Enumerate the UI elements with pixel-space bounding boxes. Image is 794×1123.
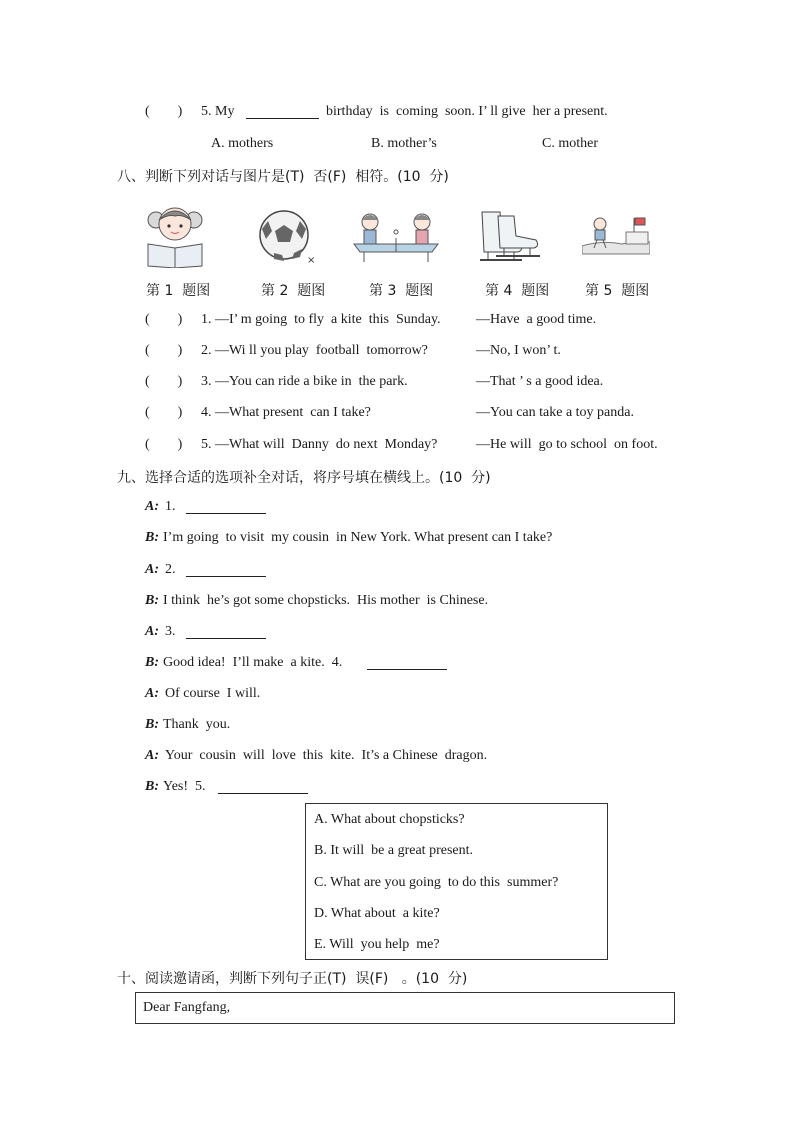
- options-box: [305, 803, 608, 960]
- answer-paren[interactable]: ( ): [145, 437, 183, 452]
- letter-greeting: Dear Fangfang,: [143, 1000, 231, 1015]
- speaker-label: B:: [145, 530, 159, 545]
- dialog-line: Thank you.: [163, 717, 231, 732]
- fill-blank[interactable]: [367, 655, 447, 670]
- dialog-line: 3.: [165, 624, 176, 639]
- fill-blank[interactable]: [246, 104, 319, 119]
- speaker-label: A:: [145, 748, 159, 763]
- answer-paren[interactable]: ( ): [145, 343, 183, 358]
- question-stem: 5. My: [201, 104, 235, 119]
- speaker-label: B:: [145, 779, 159, 794]
- speaker-label: B:: [145, 655, 159, 670]
- ice-skates-icon: [474, 206, 546, 266]
- option-item: B. It will be a great present.: [314, 843, 474, 858]
- answer-paren[interactable]: ( ): [145, 312, 183, 327]
- speaker-label: A:: [145, 624, 159, 639]
- speaker-label: A:: [145, 686, 159, 701]
- dialog-line: Good idea! I’ll make a kite. 4.: [163, 655, 343, 670]
- option-item: D. What about a kite?: [314, 906, 440, 921]
- dialog-answer: —Have a good time.: [476, 312, 597, 327]
- picture-caption: 第 3 题图: [369, 283, 434, 299]
- dialog-line: Of course I will.: [165, 686, 261, 701]
- option-item: C. What are you going to do this summer?: [314, 875, 559, 890]
- dialog-answer: —That ’ s a good idea.: [476, 374, 604, 389]
- dialog-line: Your cousin will love this kite. It’s a Chinese dragon.: [165, 748, 488, 763]
- picture-caption: 第 4 题图: [485, 283, 550, 299]
- dialog-answer: —You can take a toy panda.: [476, 405, 634, 420]
- dialog-line: I’m going to visit my cousin in New York. What present can I take?: [163, 530, 553, 545]
- section-heading: 九、选择合适的选项补全对话，将序号填在横线上。(10 分): [117, 470, 491, 486]
- dialog-question: 4. —What present can I take?: [201, 405, 371, 420]
- dialog-line: 1.: [165, 499, 176, 514]
- answer-paren[interactable]: ( ): [145, 405, 183, 420]
- picture-caption: 第 5 题图: [585, 283, 650, 299]
- football-icon: [256, 207, 320, 265]
- svg-text:×: ×: [307, 255, 316, 265]
- dialog-answer: —No, I won’ t.: [476, 343, 561, 358]
- speaker-label: B:: [145, 593, 159, 608]
- dialog-line: I think he’s got some chopsticks. His mother is Chinese.: [163, 593, 489, 608]
- dialog-question: 2. —Wi ll you play football tomorrow?: [201, 343, 428, 358]
- option-a: A. mothers: [211, 136, 274, 151]
- letter-box: [135, 992, 675, 1024]
- speaker-label: B:: [145, 717, 159, 732]
- option-item: A. What about chopsticks?: [314, 812, 465, 827]
- option-c: C. mother: [542, 136, 598, 151]
- section-heading: 八、判断下列对话与图片是(T) 否(F) 相符。(10 分): [117, 169, 449, 185]
- dialog-question: 3. —You can ride a bike in the park.: [201, 374, 408, 389]
- dialog-line: Yes! 5.: [163, 779, 206, 794]
- fill-blank[interactable]: [186, 562, 266, 577]
- fill-blank[interactable]: [218, 779, 308, 794]
- speaker-label: A:: [145, 499, 159, 514]
- ping-pong-icon: [350, 210, 442, 264]
- dialog-line: 2.: [165, 562, 176, 577]
- answer-paren[interactable]: ( ): [145, 104, 183, 119]
- question-text: birthday is coming soon. I’ ll give her a present.: [326, 104, 608, 119]
- picture-caption: 第 2 题图: [261, 283, 326, 299]
- picture-caption: 第 1 题图: [146, 283, 211, 299]
- dialog-answer: —He will go to school on foot.: [476, 437, 658, 452]
- fill-blank[interactable]: [186, 624, 266, 639]
- section-heading: 十、阅读邀请函，判断下列句子正(T) 误(F) 。(10 分): [117, 971, 468, 987]
- girl-reading-icon: [140, 200, 210, 268]
- option-b: B. mother’s: [371, 136, 437, 151]
- dialog-question: 5. —What will Danny do next Monday?: [201, 437, 438, 452]
- fill-blank[interactable]: [186, 499, 266, 514]
- speaker-label: A:: [145, 562, 159, 577]
- dialog-question: 1. —I’ m going to fly a kite this Sunday.: [201, 312, 441, 327]
- answer-paren[interactable]: ( ): [145, 374, 183, 389]
- option-item: E. Will you help me?: [314, 937, 440, 952]
- boy-walking-school-icon: [582, 212, 650, 266]
